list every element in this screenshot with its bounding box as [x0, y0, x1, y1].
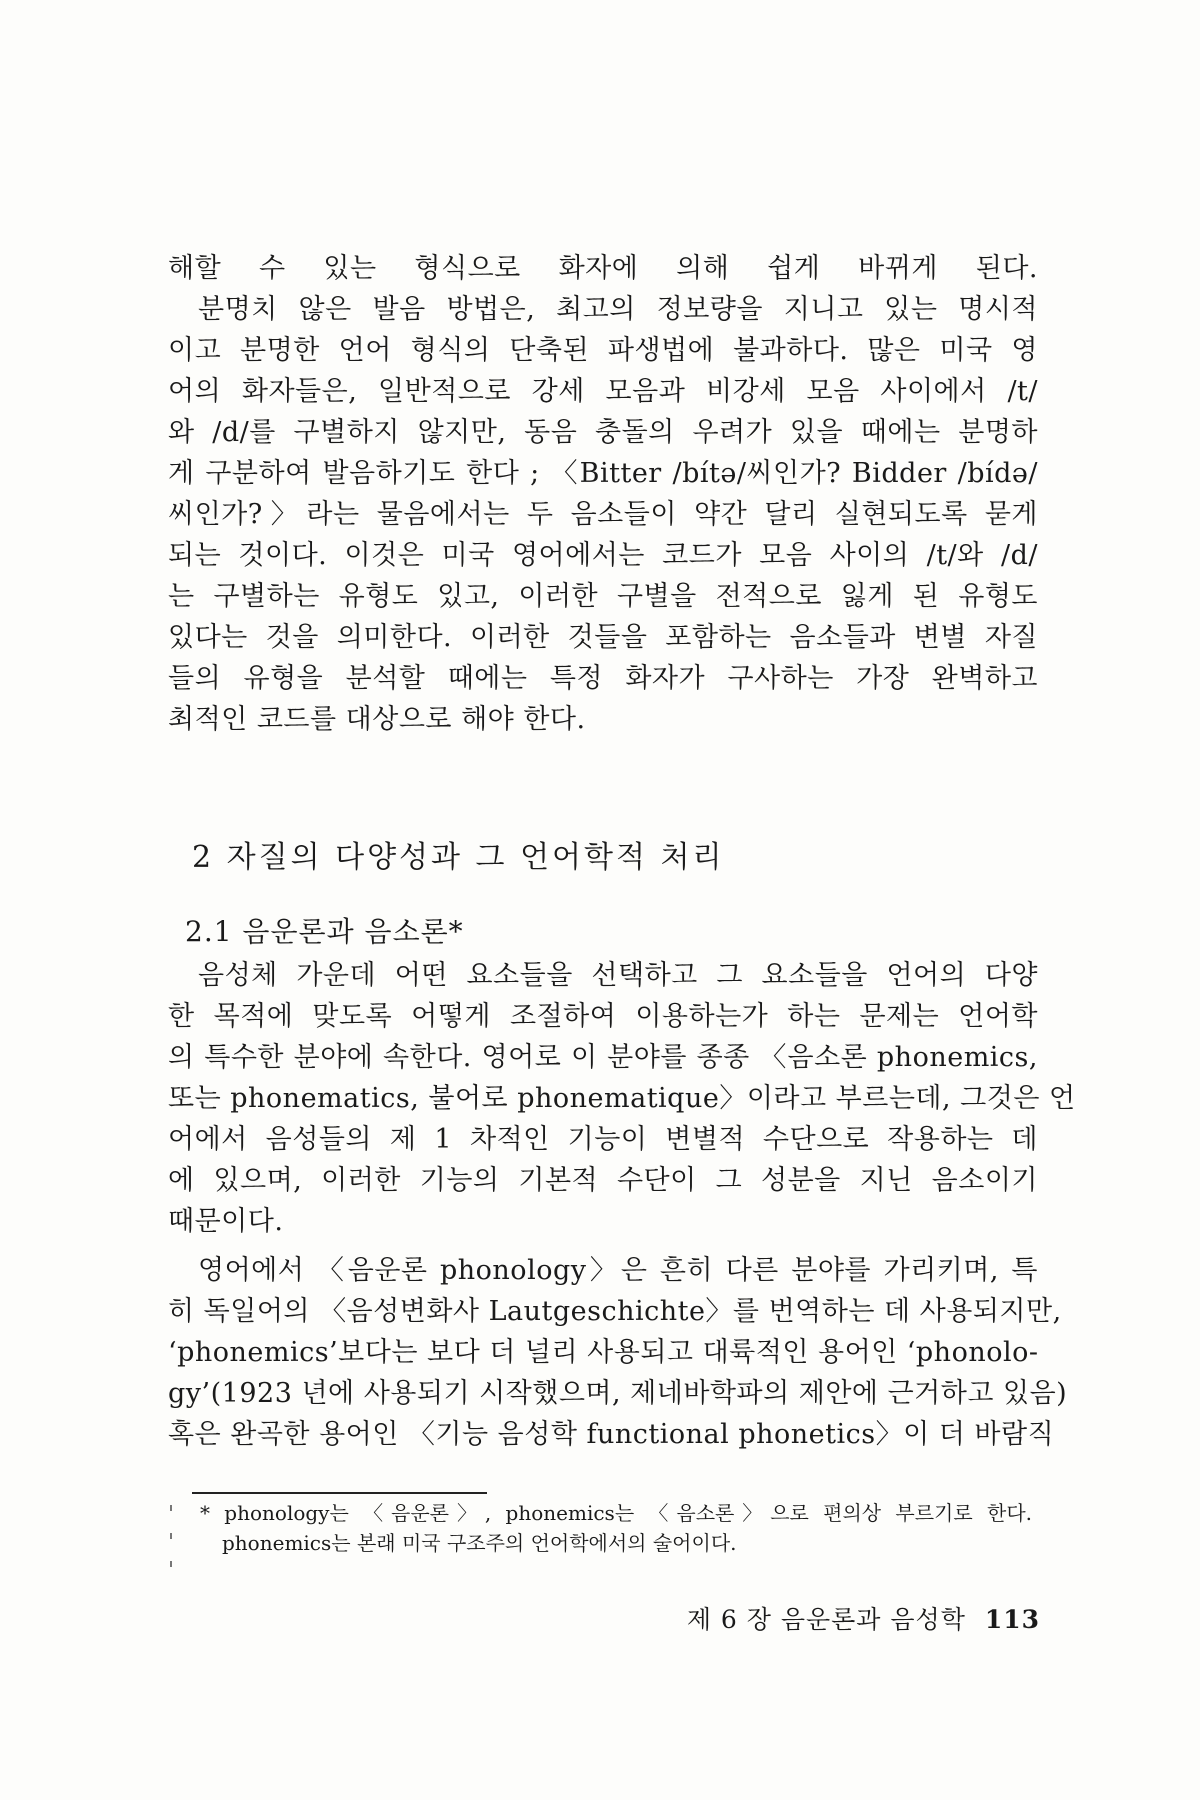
paragraph-3 [168, 1250, 1068, 1455]
text-line: 되는 것이다. 이것은 미국 영어에서는 코드가 모음 사이의 /t/와 /d/ [168, 540, 1038, 571]
text-line: 최적인 코드를 대상으로 해야 한다. [168, 704, 586, 735]
text-line: 어의 화자들은, 일반적으로 강세 모음과 비강세 모음 사이에서 /t/ [168, 376, 1038, 407]
section-heading: 2 자질의 다양성과 그 언어학적 처리 [192, 840, 725, 875]
footnote-divider [192, 1492, 487, 1494]
text-line: 있다는 것을 의미한다. 이러한 것들을 포함하는 음소들과 변별 자질 [168, 622, 1038, 653]
text-line: 때문이다. [168, 1206, 284, 1237]
paragraph-2 [168, 955, 1076, 1242]
footnote-line: phonemics는 본래 미국 구조주의 언어학에서의 술어이다. [222, 1531, 737, 1555]
text-line: 의 특수한 분야에 속한다. 영어로 이 분야를 종종 〈음소론 phonemics, [168, 1042, 1038, 1073]
text-line: 어에서 음성들의 제 1 차적인 기능이 변별적 수단으로 작용하는 데 [168, 1124, 1038, 1155]
text-line: 는 구별하는 유형도 있고, 이러한 구별을 전적으로 잃게 된 유형도 [168, 581, 1038, 612]
margin-mark [170, 1533, 172, 1539]
text-line: 에 있으며, 이러한 기능의 기본적 수단이 그 성분을 지닌 음소이기 [168, 1165, 1038, 1196]
running-footer [640, 1600, 1040, 1636]
paragraph-1 [168, 248, 1038, 740]
subsection-heading: 2.1 음운론과 음소론* [185, 915, 464, 948]
margin-mark [170, 1561, 172, 1567]
text-line: 들의 유형을 분석할 때에는 특정 화자가 구사하는 가장 완벽하고 [168, 663, 1038, 694]
text-line: 씨인가?〉라는 물음에서는 두 음소들이 약간 달리 실현되도록 묻게 [168, 499, 1038, 530]
text-line: 한 목적에 맞도록 어떻게 조절하여 이용하는가 하는 문제는 언어학 [168, 1001, 1038, 1032]
text-line: 해할 수 있는 형식으로 화자에 의해 쉽게 바뀌게 된다. [168, 253, 1038, 284]
text-line: 게 구분하여 발음하기도 한다 ; 〈Bitter /bítə/씨인가? Bidder /bídə/ [168, 458, 1038, 489]
text-line: 음성체 가운데 어떤 요소들을 선택하고 그 요소들을 언어의 다양 [198, 960, 1038, 991]
text-line: 이고 분명한 언어 형식의 단축된 파생법에 불과하다. 많은 미국 영 [168, 335, 1038, 366]
margin-mark [170, 1505, 172, 1511]
margin-marks [170, 1505, 176, 1585]
footnote-line: * phonology는 〈음운론〉, phonemics는 〈음소론〉으로 편의상 부르기로 한다. [200, 1501, 1032, 1525]
text-line: 분명치 않은 발음 방법은, 최고의 정보량을 지니고 있는 명시적 [198, 294, 1038, 325]
page-number: 113 [984, 1605, 1040, 1634]
footnote [200, 1498, 1032, 1558]
text-line: 히 독일어의 〈음성변화사 Lautgeschichte〉를 번역하는 데 사용되지만, [168, 1296, 1062, 1327]
text-line: 혹은 완곡한 용어인 〈기능 음성학 functional phonetics〉이 더 바람직 [168, 1419, 1055, 1450]
text-line: 와 /d/를 구별하지 않지만, 동음 충돌의 우려가 있을 때에는 분명하 [168, 417, 1038, 448]
chapter-title: 제 6 장 음운론과 음성학 [686, 1605, 966, 1634]
text-line: 또는 phonematics, 불어로 phonematique〉이라고 부르는데, 그것은 언 [168, 1083, 1076, 1114]
text-line: ‘phonemics’보다는 보다 더 널리 사용되고 대륙적인 용어인 ‘phonolo- [168, 1337, 1039, 1368]
text-line: gy’(1923 년에 사용되기 시작했으며, 제네바학파의 제안에 근거하고 있음) [168, 1378, 1068, 1409]
text-line: 영어에서 〈음운론 phonology〉은 흔히 다른 분야를 가리키며, 특 [198, 1255, 1038, 1286]
